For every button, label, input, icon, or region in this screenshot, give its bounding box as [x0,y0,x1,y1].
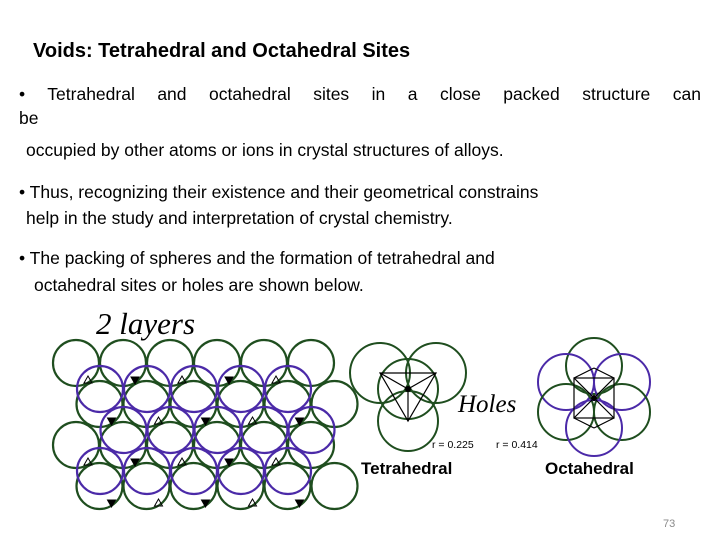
sphere [312,463,358,509]
sphere [147,340,193,386]
bullet-2-line-2: help in the study and interpretation of crystal chemistry. [26,208,453,228]
bullet-3-line-2: octahedral sites or holes are shown below. [34,275,364,295]
bullet-1-line-1: • Tetrahedral and octahedral sites in a close packed structure can [19,84,701,104]
bullet-3-line-1: • The packing of spheres and the formation of tetrahedral and [19,248,495,268]
oct-edge [594,368,614,378]
sphere [53,422,99,468]
two-layer-sphere-packing [53,340,358,509]
octahedral-hole-diagram [538,338,650,456]
sphere [53,340,99,386]
sphere [241,340,287,386]
octahedral-label: Octahedral [545,459,634,478]
bullet-1-line-2: be [19,108,39,128]
page-number: 73 [663,518,676,530]
holes-label: Holes [458,391,517,418]
oct-hole-marker [591,395,597,401]
tetrahedral-label: Tetrahedral [361,459,453,478]
sphere [312,381,358,427]
r-tetrahedral: r = 0.225 [432,439,474,451]
oct-edge [574,368,594,378]
sphere [100,340,146,386]
bullet-2-line-1: • Thus, recognizing their existence and their geometrical constrains [19,182,539,202]
bullet-1-line-3: occupied by other atoms or ions in crystal structures of alloys. [26,140,504,160]
sphere [288,340,334,386]
r-octahedral: r = 0.414 [496,439,538,451]
tet-hole-marker [405,386,411,392]
slide-title: Voids: Tetrahedral and Octahedral Sites [33,40,411,62]
tetrahedral-hole-diagram [350,343,466,451]
sphere [194,340,240,386]
layers-label: 2 layers [96,306,196,341]
